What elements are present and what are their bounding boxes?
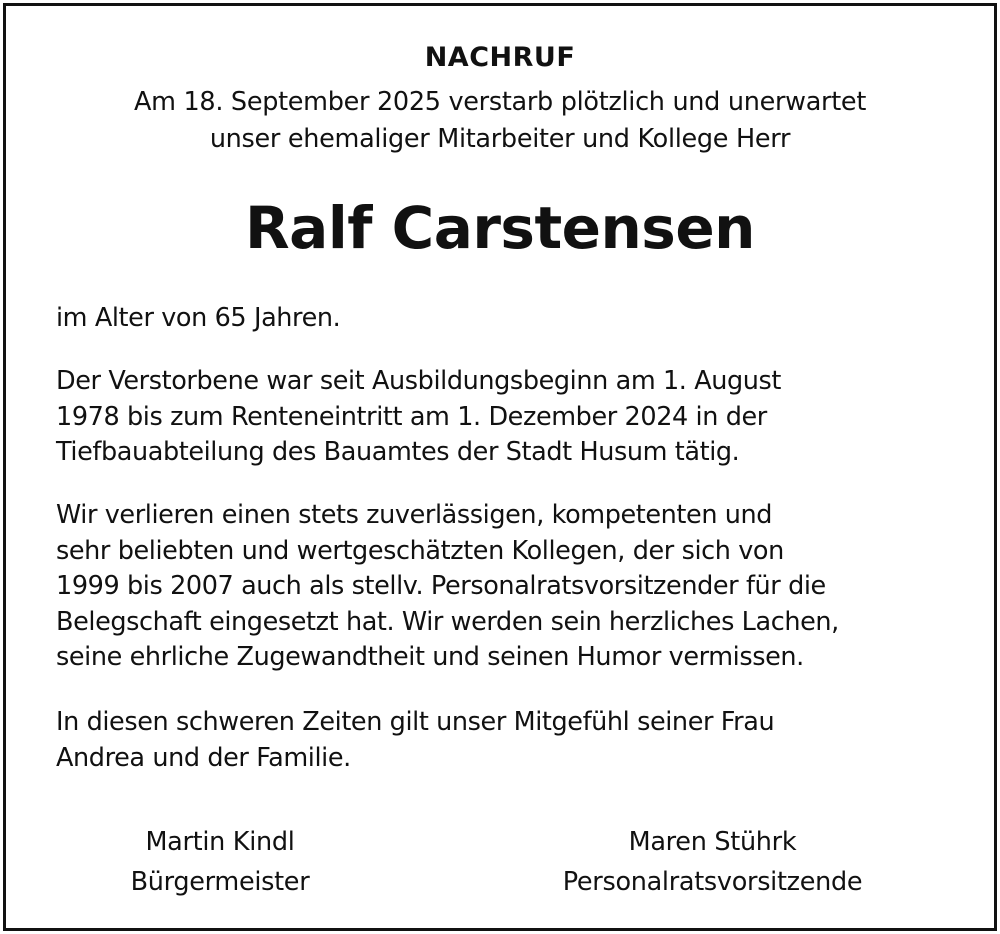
- paragraph-line: Der Verstorbene war seit Ausbildungsbeginn am 1. August: [56, 366, 782, 396]
- signature-block-staff-council: [530, 822, 895, 902]
- notice-heading: NACHRUF: [424, 42, 576, 73]
- signatory-name: Maren Stührk: [628, 827, 797, 857]
- intro-line: Am 18. September 2025 verstarb plötzlich und unerwartet: [133, 87, 867, 117]
- paragraph-line: Belegschaft eingesetzt hat. Wir werden sein herzliches Lachen,: [56, 606, 839, 637]
- paragraph-line: Wir verlieren einen stets zuverlässigen, kompetenten und: [56, 500, 773, 530]
- condolence-paragraph: [56, 705, 956, 776]
- paragraph-line: 1999 bis 2007 auch als stellv. Personalratsvorsitzender für die: [56, 571, 826, 601]
- tribute-paragraph: [56, 498, 956, 676]
- career-paragraph: [56, 364, 956, 471]
- paragraph-line: sehr beliebten und wertgeschätzten Kollegen, der sich von: [56, 535, 784, 566]
- age-paragraph: [56, 301, 956, 337]
- paragraph-line: Andrea und der Familie.: [56, 742, 351, 773]
- intro-line: unser ehemaliger Mitarbeiter und Kollege Herr: [209, 124, 791, 154]
- paragraph-line: seine ehrliche Zugewandtheit und seinen Humor vermissen.: [56, 642, 804, 672]
- paragraph-line: Tiefbauabteilung des Bauamtes der Stadt Husum tätig.: [56, 437, 740, 467]
- paragraph-line: In diesen schweren Zeiten gilt unser Mitgefühl seiner Frau: [56, 707, 775, 737]
- signatory-role: Personalratsvorsitzende: [562, 867, 863, 897]
- age-line: im Alter von 65 Jahren.: [56, 303, 341, 333]
- intro-text: [0, 84, 1000, 158]
- signature-block-mayor: [110, 822, 330, 902]
- signatory-role: Bürgermeister: [130, 867, 310, 897]
- signatory-name: Martin Kindl: [145, 827, 295, 857]
- paragraph-line: 1978 bis zum Renteneintritt am 1. Dezember 2024 in der: [56, 401, 767, 432]
- deceased-name: Ralf Carstensen: [245, 194, 755, 262]
